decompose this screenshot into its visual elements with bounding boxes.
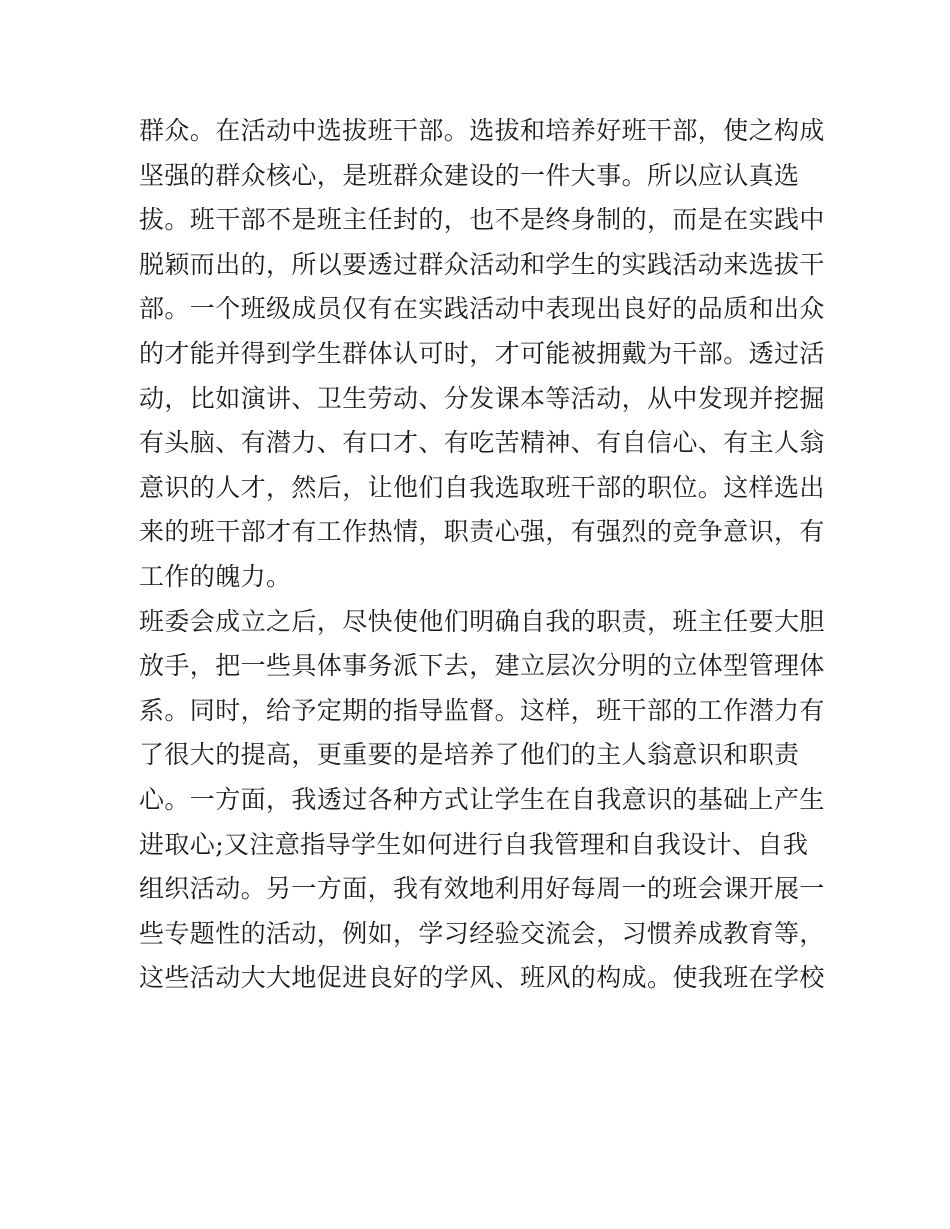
text-line: 意识的人才，然后，让他们自我选取班干部的职位。这样选出 xyxy=(139,472,825,502)
text-line: 工作的魄力。 xyxy=(139,561,292,591)
text-line: 组织活动。另一方面，我有效地利用好每周一的班会课开展一 xyxy=(139,874,825,904)
text-line: 系。同时，给予定期的指导监督。这样，班干部的工作潜力有 xyxy=(139,695,825,725)
text-line: 部。一个班级成员仅有在实践活动中表现出良好的品质和出众 xyxy=(139,294,825,324)
text-line: 坚强的群众核心，是班群众建设的一件大事。所以应认真选 xyxy=(139,160,800,190)
text-line: 进取心;又注意指导学生如何进行自我管理和自我设计、自我 xyxy=(139,829,809,859)
text-line: 些专题性的活动，例如，学习经验交流会，习惯养成教育等， xyxy=(139,918,825,948)
text-line: 这些活动大大地促进良好的学风、班风的构成。使我班在学校 xyxy=(139,963,825,993)
text-line: 心。一方面，我透过各种方式让学生在自我意识的基础上产生 xyxy=(139,784,825,814)
text-line: 拔。班干部不是班主任封的，也不是终身制的，而是在实践中 xyxy=(139,205,825,235)
text-line: 的才能并得到学生群体认可时，才可能被拥戴为干部。透过活 xyxy=(139,338,825,368)
text-line: 来的班干部才有工作热情，职责心强，有强烈的竞争意识，有 xyxy=(139,517,825,547)
text-line: 动，比如演讲、卫生劳动、分发课本等活动，从中发现并挖掘 xyxy=(139,383,825,413)
text-line: 脱颖而出的，所以要透过群众活动和学生的实践活动来选拔干 xyxy=(139,249,825,279)
text-line: 有头脑、有潜力、有口才、有吃苦精神、有自信心、有主人翁 xyxy=(139,428,825,458)
text-line: 群众。在活动中选拔班干部。选拔和培养好班干部，使之构成 xyxy=(139,116,825,145)
text-line: 班委会成立之后，尽快使他们明确自我的职责，班主任要大胆 xyxy=(139,606,825,636)
text-line: 了很大的提高，更重要的是培养了他们的主人翁意识和职责 xyxy=(139,740,800,770)
text-line: 放手，把一些具体事务派下去，建立层次分明的立体型管理体 xyxy=(139,651,825,681)
body-text xyxy=(139,109,825,1001)
